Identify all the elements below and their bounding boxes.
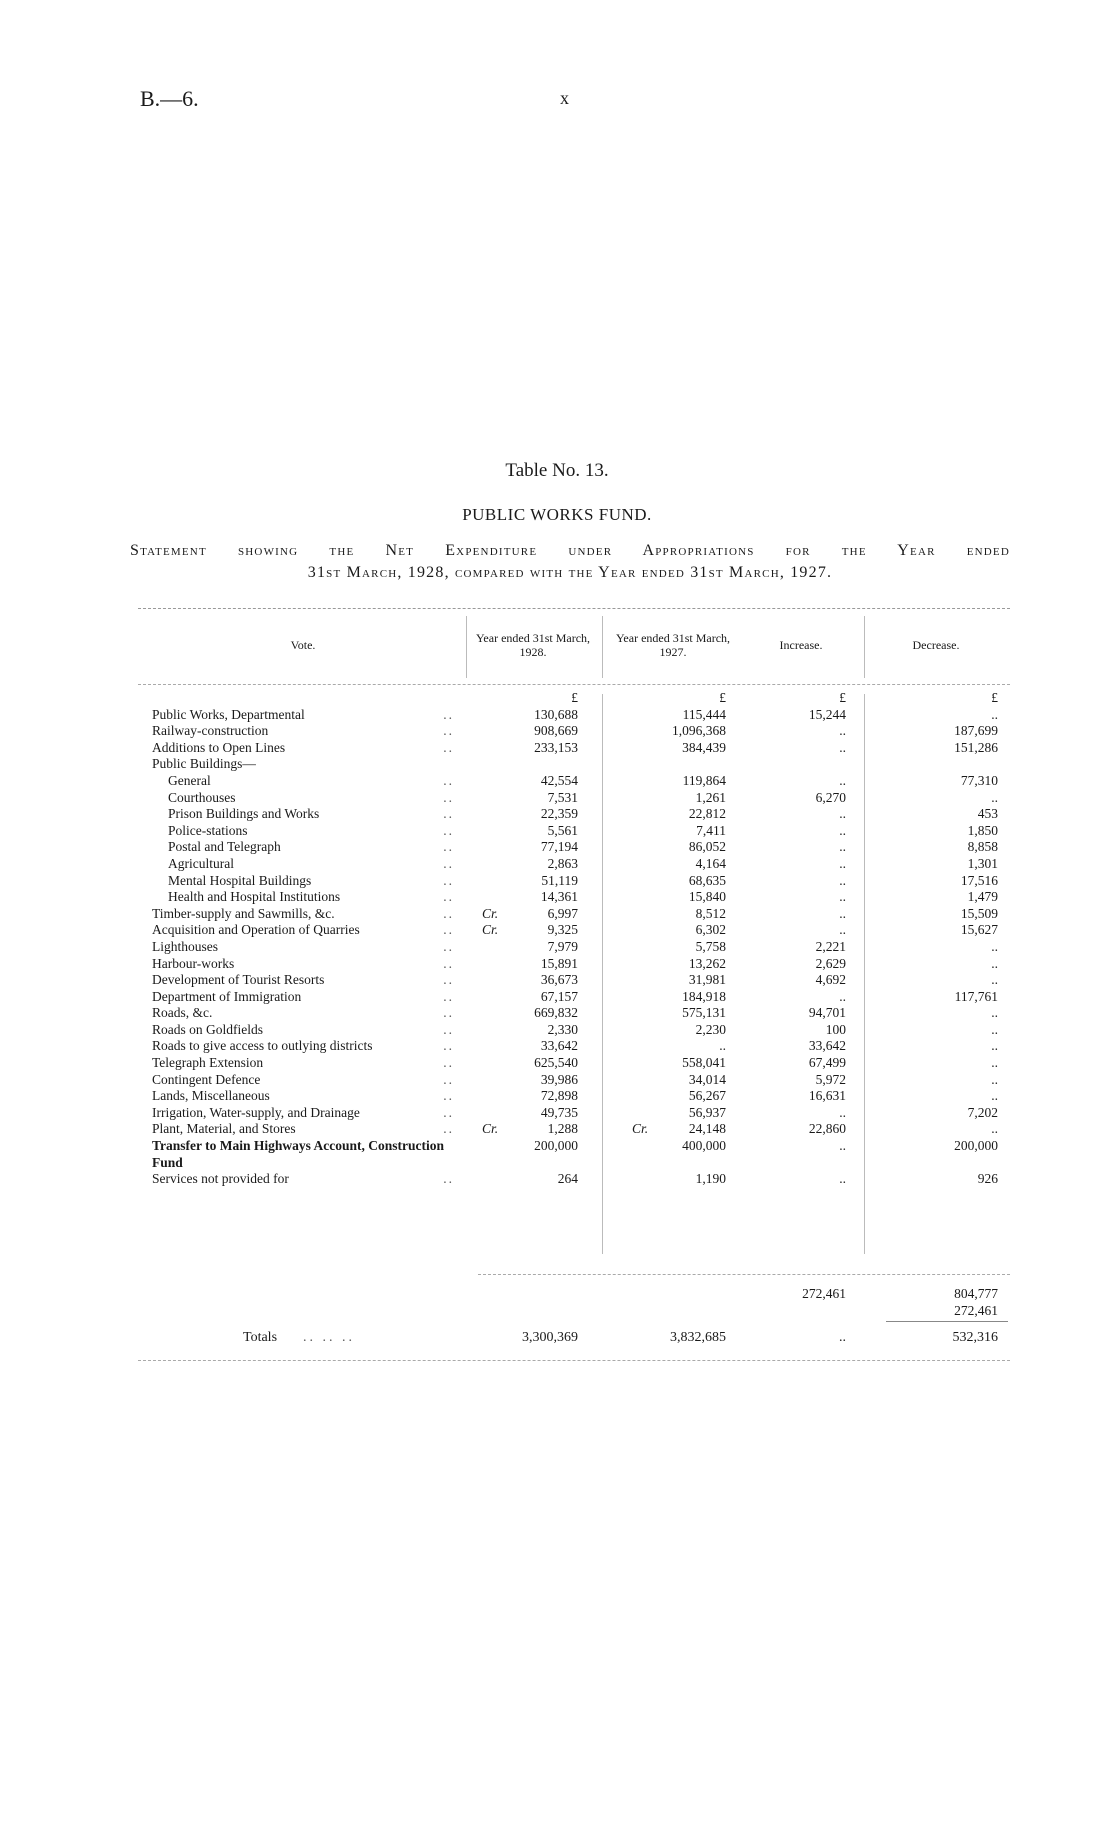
value-1927: 1,261 xyxy=(695,789,726,805)
value-increase: 94,701 xyxy=(808,1005,846,1021)
value-1928: 49,735 xyxy=(540,1104,578,1120)
table-row xyxy=(138,740,1010,757)
value-increase: .. xyxy=(839,855,846,871)
vote-label: Agricultural xyxy=(168,855,234,871)
vote-label: Roads on Goldfields xyxy=(152,1021,263,1037)
vote-label: Irrigation, Water-supply, and Drainage xyxy=(152,1104,360,1120)
table-row xyxy=(138,906,1010,923)
value-decrease: 1,479 xyxy=(967,889,998,905)
value-1927: 8,512 xyxy=(695,905,726,921)
value-increase: 33,642 xyxy=(808,1038,846,1054)
value-increase: .. xyxy=(839,889,846,905)
leader-dots: .. xyxy=(443,1021,454,1037)
leader-dots: .. xyxy=(443,905,454,921)
currency-symbol: £ xyxy=(571,690,578,705)
value-increase: .. xyxy=(839,772,846,788)
value-1928: 15,891 xyxy=(540,955,578,971)
table-row xyxy=(138,1171,1010,1188)
table-row xyxy=(138,773,1010,790)
vote-label: Lands, Miscellaneous xyxy=(152,1088,270,1104)
header-rule xyxy=(138,684,1010,685)
value-decrease: 117,761 xyxy=(954,988,998,1004)
value-1928: 42,554 xyxy=(540,772,578,788)
table-row xyxy=(138,1138,1010,1171)
value-1927: 24,148 xyxy=(688,1121,726,1137)
statement-title xyxy=(130,540,1010,584)
value-1927: 34,014 xyxy=(688,1071,726,1087)
value-1927: 115,444 xyxy=(682,706,726,722)
table-bottom-rule xyxy=(138,1360,1010,1361)
vote-label: Telegraph Extension xyxy=(152,1055,264,1071)
value-increase: 5,972 xyxy=(815,1071,846,1087)
leader-dots: .. xyxy=(443,723,454,739)
value-1928: 36,673 xyxy=(540,972,578,988)
value-1927: 184,918 xyxy=(682,988,726,1004)
subtotal-decrease: 804,777 xyxy=(954,1286,998,1301)
value-1928: 72,898 xyxy=(540,1088,578,1104)
table-row xyxy=(138,922,1010,939)
header-decrease: Decrease. xyxy=(912,638,960,652)
value-increase: 15,244 xyxy=(808,706,846,722)
subtotal-decrease-less: 272,461 xyxy=(954,1303,998,1318)
value-1928: 669,832 xyxy=(534,1005,578,1021)
leader-dots: .. xyxy=(443,988,454,1004)
leader-dots: .. xyxy=(443,955,454,971)
table-row xyxy=(138,1105,1010,1122)
value-decrease: 926 xyxy=(977,1171,998,1187)
value-decrease: .. xyxy=(991,1055,998,1071)
value-1927: 5,758 xyxy=(695,938,726,954)
table-number: Table No. 13. xyxy=(505,460,609,481)
credit-marker: Cr. xyxy=(482,1121,499,1137)
value-increase: .. xyxy=(839,1138,846,1154)
table-body xyxy=(138,690,1010,1188)
value-1928: 6,997 xyxy=(547,905,578,921)
value-1927: 56,267 xyxy=(688,1088,726,1104)
value-1927: 86,052 xyxy=(688,839,726,855)
header-year-1927: Year ended 31st March, 1927. xyxy=(615,631,731,659)
header-increase: Increase. xyxy=(779,638,823,652)
table-row xyxy=(138,1121,1010,1138)
value-1928: 264 xyxy=(557,1171,578,1187)
vote-label: Transfer to Main Highways Account, Construction Fund xyxy=(152,1138,445,1170)
value-increase: 16,631 xyxy=(808,1088,846,1104)
value-1928: 5,561 xyxy=(547,822,578,838)
leader-dots: .. xyxy=(443,822,454,838)
value-1927: 7,411 xyxy=(696,822,726,838)
column-divider xyxy=(602,616,603,678)
currency-symbol: £ xyxy=(719,690,726,705)
table-row xyxy=(138,806,1010,823)
value-1927: 119,864 xyxy=(682,772,726,788)
value-1927: 4,164 xyxy=(695,855,726,871)
vote-label: Department of Immigration xyxy=(152,988,302,1004)
value-1927: 22,812 xyxy=(688,806,726,822)
table-row xyxy=(138,1072,1010,1089)
value-decrease: 187,699 xyxy=(954,723,998,739)
vote-label: Contingent Defence xyxy=(152,1071,261,1087)
leader-dots: .. xyxy=(443,972,454,988)
value-1928: 9,325 xyxy=(547,922,578,938)
value-decrease: .. xyxy=(991,1071,998,1087)
value-increase: 100 xyxy=(825,1021,846,1037)
table-row xyxy=(138,889,1010,906)
value-1927: 68,635 xyxy=(688,872,726,888)
value-decrease: .. xyxy=(991,789,998,805)
value-increase: .. xyxy=(839,839,846,855)
vote-label: Prison Buildings and Works xyxy=(168,806,320,822)
totals-dots: .. .. .. xyxy=(303,1330,355,1345)
value-1927: 1,096,368 xyxy=(672,723,726,739)
leader-dots: .. xyxy=(443,739,454,755)
totals-1928: 3,300,369 xyxy=(522,1330,578,1345)
leader-dots: .. xyxy=(443,1038,454,1054)
totals-increase: .. xyxy=(839,1330,846,1345)
table-row xyxy=(138,939,1010,956)
table-row xyxy=(138,1022,1010,1039)
table-row xyxy=(138,790,1010,807)
table-row xyxy=(138,707,1010,724)
credit-marker: Cr. xyxy=(482,905,499,921)
value-1927: 13,262 xyxy=(688,955,726,971)
leader-dots: .. xyxy=(443,772,454,788)
value-increase: 2,629 xyxy=(815,955,846,971)
value-1928: 7,979 xyxy=(547,938,578,954)
value-decrease: .. xyxy=(991,1121,998,1137)
value-1927: 400,000 xyxy=(682,1138,726,1154)
table-row xyxy=(138,1055,1010,1072)
header-vote: Vote. xyxy=(290,638,316,652)
value-increase: 22,860 xyxy=(808,1121,846,1137)
leader-dots: .. xyxy=(443,1005,454,1021)
value-decrease: 1,301 xyxy=(967,855,998,871)
leader-dots: .. xyxy=(443,1104,454,1120)
vote-label: Roads, &c. xyxy=(152,1005,213,1021)
value-decrease: 17,516 xyxy=(960,872,998,888)
table-row xyxy=(138,1038,1010,1055)
value-1928: 1,288 xyxy=(547,1121,578,1137)
totals-1927: 3,832,685 xyxy=(670,1330,726,1345)
vote-label: Acquisition and Operation of Quarries xyxy=(152,922,360,938)
value-1928: 67,157 xyxy=(540,988,578,1004)
value-1928: 51,119 xyxy=(541,872,578,888)
value-increase: .. xyxy=(839,1171,846,1187)
value-decrease: .. xyxy=(991,938,998,954)
value-increase: 67,499 xyxy=(808,1055,846,1071)
value-1928: 7,531 xyxy=(547,789,578,805)
value-decrease: .. xyxy=(991,972,998,988)
leader-dots: .. xyxy=(443,1171,454,1187)
value-1928: 625,540 xyxy=(534,1055,578,1071)
value-increase: 4,692 xyxy=(815,972,846,988)
value-1928: 22,359 xyxy=(540,806,578,822)
value-decrease: 15,509 xyxy=(960,905,998,921)
vote-label: Services not provided for xyxy=(152,1171,289,1187)
leader-dots: .. xyxy=(443,839,454,855)
fund-title: PUBLIC WORKS FUND. xyxy=(462,505,652,524)
leader-dots: .. xyxy=(443,789,454,805)
value-1927: 2,230 xyxy=(695,1021,726,1037)
table-row xyxy=(138,956,1010,973)
value-1928: 2,863 xyxy=(547,855,578,871)
sum-rule xyxy=(886,1321,1008,1322)
page-reference: B.—6. xyxy=(140,86,199,111)
value-increase: .. xyxy=(839,872,846,888)
leader-dots: .. xyxy=(443,1071,454,1087)
value-1927: 575,131 xyxy=(682,1005,726,1021)
totals-decrease: 532,316 xyxy=(952,1330,998,1345)
value-decrease: 7,202 xyxy=(967,1104,998,1120)
table-row xyxy=(138,972,1010,989)
value-1928: 14,361 xyxy=(540,889,578,905)
table-row xyxy=(138,989,1010,1006)
leader-dots: .. xyxy=(443,855,454,871)
value-1927: .. xyxy=(719,1038,726,1054)
vote-label: Development of Tourist Resorts xyxy=(152,972,325,988)
value-decrease: 200,000 xyxy=(954,1138,998,1154)
value-decrease: .. xyxy=(991,955,998,971)
value-increase: .. xyxy=(839,922,846,938)
vote-label: Health and Hospital Institutions xyxy=(168,889,341,905)
leader-dots: .. xyxy=(443,806,454,822)
table-row xyxy=(138,856,1010,873)
page-number: x xyxy=(560,88,569,108)
statement-line-2: 31st March, 1928, compared with the Year ended 31st March, 1927. xyxy=(307,564,833,581)
table-row xyxy=(138,1088,1010,1105)
value-1928: 77,194 xyxy=(540,839,578,855)
value-1928: 39,986 xyxy=(540,1071,578,1087)
vote-label: Public Buildings— xyxy=(152,756,256,772)
value-decrease: .. xyxy=(991,1038,998,1054)
value-increase: .. xyxy=(839,739,846,755)
header-year-1928: Year ended 31st March, 1928. xyxy=(475,631,591,659)
value-decrease: .. xyxy=(991,706,998,722)
value-1928: 130,688 xyxy=(534,706,578,722)
value-decrease: 1,850 xyxy=(967,822,998,838)
value-decrease: .. xyxy=(991,1005,998,1021)
table-row xyxy=(138,873,1010,890)
currency-row xyxy=(138,690,1010,707)
leader-dots: .. xyxy=(443,938,454,954)
value-1927: 56,937 xyxy=(688,1104,726,1120)
value-1927: 6,302 xyxy=(695,922,726,938)
vote-label: Railway-construction xyxy=(152,723,269,739)
value-increase: 2,221 xyxy=(815,938,846,954)
value-increase: .. xyxy=(839,905,846,921)
value-1927: 384,439 xyxy=(682,739,726,755)
value-1928: 200,000 xyxy=(534,1138,578,1154)
subtotal-increase: 272,461 xyxy=(802,1286,846,1301)
table-row xyxy=(138,756,1010,773)
table-row xyxy=(138,823,1010,840)
value-1927: 15,840 xyxy=(688,889,726,905)
vote-label: Timber-supply and Sawmills, &c. xyxy=(152,905,335,921)
leader-dots: .. xyxy=(443,1088,454,1104)
vote-label: Postal and Telegraph xyxy=(168,839,281,855)
vote-label: Plant, Material, and Stores xyxy=(152,1121,296,1137)
value-decrease: 8,858 xyxy=(967,839,998,855)
value-1928: 908,669 xyxy=(534,723,578,739)
currency-symbol: £ xyxy=(991,690,998,705)
currency-symbol: £ xyxy=(839,690,846,705)
value-1927: 1,190 xyxy=(695,1171,726,1187)
vote-label: Harbour-works xyxy=(152,955,235,971)
vote-label: Additions to Open Lines xyxy=(152,739,286,755)
table-row xyxy=(138,1005,1010,1022)
statement-line-1: Statement showing the Net Expenditure under Appropriations for the Year ended xyxy=(130,542,1010,559)
value-increase: .. xyxy=(839,1104,846,1120)
credit-marker: Cr. xyxy=(632,1121,649,1137)
totals-label: Totals xyxy=(243,1330,278,1345)
credit-marker: Cr. xyxy=(482,922,499,938)
value-increase: .. xyxy=(839,723,846,739)
leader-dots: .. xyxy=(443,872,454,888)
value-increase: .. xyxy=(839,806,846,822)
value-increase: .. xyxy=(839,822,846,838)
value-decrease: 15,627 xyxy=(960,922,998,938)
value-decrease: 453 xyxy=(977,806,998,822)
vote-label: Roads to give access to outlying districts xyxy=(152,1038,373,1054)
table-row xyxy=(138,839,1010,856)
vote-label: Lighthouses xyxy=(152,938,218,954)
vote-label: Public Works, Departmental xyxy=(152,706,305,722)
leader-dots: .. xyxy=(443,1055,454,1071)
value-increase: .. xyxy=(839,988,846,1004)
subtotal-rule xyxy=(478,1274,1010,1275)
table-row xyxy=(138,723,1010,740)
vote-label: General xyxy=(168,772,211,788)
value-1927: 558,041 xyxy=(682,1055,726,1071)
value-decrease: .. xyxy=(991,1088,998,1104)
vote-label: Courthouses xyxy=(168,789,236,805)
value-decrease: 151,286 xyxy=(954,739,998,755)
value-decrease: .. xyxy=(991,1021,998,1037)
value-decrease: 77,310 xyxy=(960,772,998,788)
value-1928: 233,153 xyxy=(534,739,578,755)
leader-dots: .. xyxy=(443,1121,454,1137)
leader-dots: .. xyxy=(443,889,454,905)
leader-dots: .. xyxy=(443,922,454,938)
vote-label: Mental Hospital Buildings xyxy=(168,872,312,888)
vote-label: Police-stations xyxy=(168,822,248,838)
value-increase: 6,270 xyxy=(815,789,846,805)
value-1927: 31,981 xyxy=(688,972,726,988)
leader-dots: .. xyxy=(443,706,454,722)
value-1928: 33,642 xyxy=(540,1038,578,1054)
value-1928: 2,330 xyxy=(547,1021,578,1037)
column-divider xyxy=(466,616,467,678)
column-divider xyxy=(864,616,865,678)
